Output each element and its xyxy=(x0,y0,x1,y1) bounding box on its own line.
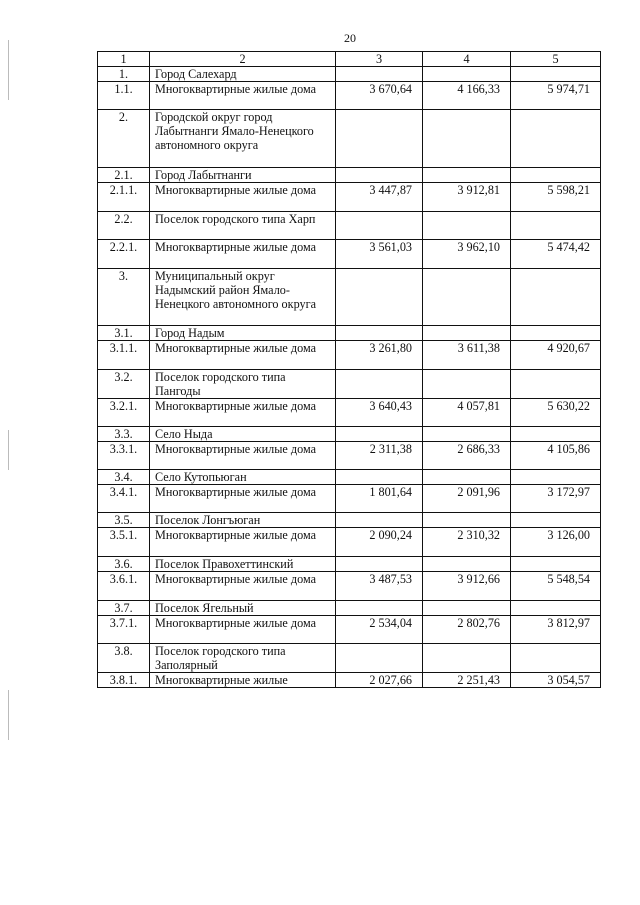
value-col4-cell: 4 057,81 xyxy=(423,399,511,427)
value-col3-cell xyxy=(336,212,423,240)
row-number-cell: 3.8. xyxy=(98,644,150,673)
value-col3-cell xyxy=(336,370,423,399)
row-name-cell: Многоквартирные жилые дома xyxy=(150,442,336,470)
value-col3-cell xyxy=(336,326,423,341)
value-col5-cell: 3 054,57 xyxy=(511,673,601,688)
table-row xyxy=(98,644,601,673)
value-col5-cell: 5 598,21 xyxy=(511,183,601,212)
row-name-cell: Многоквартирные жилые дома xyxy=(150,485,336,513)
row-name-cell: Многоквартирные жилые дома xyxy=(150,183,336,212)
value-col3-cell xyxy=(336,110,423,168)
value-col3-cell: 3 670,64 xyxy=(336,82,423,110)
row-name-cell: Многоквартирные жилые дома xyxy=(150,240,336,269)
value-col4-cell xyxy=(423,470,511,485)
value-col5-cell xyxy=(511,168,601,183)
row-number-cell: 2. xyxy=(98,110,150,168)
row-number-cell: 1.1. xyxy=(98,82,150,110)
value-col3-cell: 2 534,04 xyxy=(336,616,423,644)
row-name-cell: Многоквартирные жилые дома xyxy=(150,528,336,557)
row-name-cell: Многоквартирные жилые xyxy=(150,673,336,688)
page-number: 20 xyxy=(344,31,356,45)
scan-mark xyxy=(8,430,9,470)
table-row xyxy=(98,427,601,442)
row-name-cell: Поселок Лонгъюган xyxy=(150,513,336,528)
value-col4-cell: 2 091,96 xyxy=(423,485,511,513)
row-number-cell: 3.1.1. xyxy=(98,341,150,370)
table-row xyxy=(98,601,601,616)
row-number-cell: 2.2.1. xyxy=(98,240,150,269)
row-name-cell: Многоквартирные жилые дома xyxy=(150,341,336,370)
value-col5-cell xyxy=(511,212,601,240)
row-number-cell: 3.7. xyxy=(98,601,150,616)
table-row xyxy=(98,673,601,688)
table-row xyxy=(98,616,601,644)
row-name-cell: Поселок Ягельный xyxy=(150,601,336,616)
value-col4-cell xyxy=(423,67,511,82)
table-row xyxy=(98,341,601,370)
row-number-cell: 3.4.1. xyxy=(98,485,150,513)
table-row xyxy=(98,168,601,183)
value-col3-cell: 2 090,24 xyxy=(336,528,423,557)
row-name-cell: Село Ныда xyxy=(150,427,336,442)
column-header-1: 1 xyxy=(98,52,150,67)
value-col4-cell xyxy=(423,513,511,528)
row-name-cell: Поселок городского типа Заполярный xyxy=(150,644,336,673)
value-col3-cell: 3 261,80 xyxy=(336,341,423,370)
table-row xyxy=(98,557,601,572)
value-col3-cell: 1 801,64 xyxy=(336,485,423,513)
value-col5-cell xyxy=(511,326,601,341)
value-col5-cell xyxy=(511,110,601,168)
row-name-cell: Поселок городского типа Пангоды xyxy=(150,370,336,399)
value-col5-cell: 5 548,54 xyxy=(511,572,601,601)
header-row xyxy=(98,52,601,67)
row-number-cell: 3.3. xyxy=(98,427,150,442)
value-col5-cell: 4 105,86 xyxy=(511,442,601,470)
table-header xyxy=(98,52,601,67)
table-row xyxy=(98,370,601,399)
row-number-cell: 3.5. xyxy=(98,513,150,528)
value-col4-cell xyxy=(423,269,511,326)
row-number-cell: 2.2. xyxy=(98,212,150,240)
table-body xyxy=(98,67,601,688)
row-number-cell: 3.8.1. xyxy=(98,673,150,688)
row-name-cell: Село Кутопьюган xyxy=(150,470,336,485)
value-col5-cell xyxy=(511,557,601,572)
row-name-cell: Многоквартирные жилые дома xyxy=(150,399,336,427)
value-col3-cell xyxy=(336,168,423,183)
table-row xyxy=(98,470,601,485)
value-col3-cell: 3 487,53 xyxy=(336,572,423,601)
row-name-cell: Город Салехард xyxy=(150,67,336,82)
row-number-cell: 3.3.1. xyxy=(98,442,150,470)
scan-mark xyxy=(8,40,9,100)
table-row xyxy=(98,572,601,601)
column-header-5: 5 xyxy=(511,52,601,67)
row-number-cell: 2.1. xyxy=(98,168,150,183)
value-col4-cell: 2 251,43 xyxy=(423,673,511,688)
value-col3-cell xyxy=(336,470,423,485)
column-header-2: 2 xyxy=(150,52,336,67)
value-col5-cell: 4 920,67 xyxy=(511,341,601,370)
value-col5-cell xyxy=(511,513,601,528)
value-col3-cell xyxy=(336,269,423,326)
table-row xyxy=(98,326,601,341)
column-header-4: 4 xyxy=(423,52,511,67)
value-col3-cell xyxy=(336,427,423,442)
table-row xyxy=(98,528,601,557)
value-col4-cell: 3 912,81 xyxy=(423,183,511,212)
row-number-cell: 3.1. xyxy=(98,326,150,341)
value-col4-cell xyxy=(423,326,511,341)
value-col3-cell: 3 447,87 xyxy=(336,183,423,212)
table-row xyxy=(98,269,601,326)
value-col5-cell xyxy=(511,370,601,399)
value-col5-cell: 5 974,71 xyxy=(511,82,601,110)
column-header-3: 3 xyxy=(336,52,423,67)
row-name-cell: Поселок городского типа Харп xyxy=(150,212,336,240)
row-name-cell: Многоквартирные жилые дома xyxy=(150,572,336,601)
row-name-cell: Город Лабытнанги xyxy=(150,168,336,183)
table-row xyxy=(98,67,601,82)
value-col5-cell: 3 172,97 xyxy=(511,485,601,513)
row-name-cell: Поселок Правохеттинский xyxy=(150,557,336,572)
table-row xyxy=(98,183,601,212)
value-col4-cell: 3 611,38 xyxy=(423,341,511,370)
row-number-cell: 3.2. xyxy=(98,370,150,399)
row-number-cell: 3.2.1. xyxy=(98,399,150,427)
row-name-cell: Многоквартирные жилые дома xyxy=(150,82,336,110)
table-row xyxy=(98,82,601,110)
row-number-cell: 1. xyxy=(98,67,150,82)
value-col3-cell: 2 311,38 xyxy=(336,442,423,470)
value-col3-cell: 3 561,03 xyxy=(336,240,423,269)
value-col3-cell xyxy=(336,67,423,82)
value-col5-cell: 5 474,42 xyxy=(511,240,601,269)
table-row xyxy=(98,399,601,427)
row-number-cell: 3.5.1. xyxy=(98,528,150,557)
value-col5-cell xyxy=(511,427,601,442)
table-row xyxy=(98,513,601,528)
row-number-cell: 2.1.1. xyxy=(98,183,150,212)
table-row xyxy=(98,442,601,470)
value-col5-cell: 5 630,22 xyxy=(511,399,601,427)
value-col4-cell xyxy=(423,168,511,183)
value-col3-cell xyxy=(336,601,423,616)
value-col4-cell xyxy=(423,427,511,442)
row-number-cell: 3. xyxy=(98,269,150,326)
value-col4-cell xyxy=(423,557,511,572)
value-col3-cell xyxy=(336,644,423,673)
value-col3-cell xyxy=(336,557,423,572)
value-col5-cell xyxy=(511,67,601,82)
value-col5-cell xyxy=(511,601,601,616)
table-row xyxy=(98,110,601,168)
value-col5-cell: 3 126,00 xyxy=(511,528,601,557)
scan-mark xyxy=(8,690,9,740)
value-col4-cell xyxy=(423,370,511,399)
value-col4-cell: 4 166,33 xyxy=(423,82,511,110)
value-col5-cell: 3 812,97 xyxy=(511,616,601,644)
table-row xyxy=(98,485,601,513)
value-col4-cell: 3 962,10 xyxy=(423,240,511,269)
row-name-cell: Город Надым xyxy=(150,326,336,341)
row-number-cell: 3.4. xyxy=(98,470,150,485)
table-row xyxy=(98,240,601,269)
value-col5-cell xyxy=(511,269,601,326)
value-col4-cell: 2 686,33 xyxy=(423,442,511,470)
value-col4-cell: 2 310,32 xyxy=(423,528,511,557)
value-col3-cell: 2 027,66 xyxy=(336,673,423,688)
value-col4-cell xyxy=(423,110,511,168)
row-number-cell: 3.6.1. xyxy=(98,572,150,601)
value-col3-cell: 3 640,43 xyxy=(336,399,423,427)
value-col3-cell xyxy=(336,513,423,528)
value-col5-cell xyxy=(511,470,601,485)
tariff-table xyxy=(97,51,601,688)
value-col4-cell: 3 912,66 xyxy=(423,572,511,601)
value-col4-cell xyxy=(423,644,511,673)
value-col5-cell xyxy=(511,644,601,673)
row-number-cell: 3.6. xyxy=(98,557,150,572)
row-name-cell: Городской округ город Лабытнанги Ямало-Ненецкого автономного округа xyxy=(150,110,336,168)
row-name-cell: Муниципальный округ Надымский район Ямало-Ненецкого автономного округа xyxy=(150,269,336,326)
table-row xyxy=(98,212,601,240)
value-col4-cell xyxy=(423,212,511,240)
value-col4-cell xyxy=(423,601,511,616)
value-col4-cell: 2 802,76 xyxy=(423,616,511,644)
row-number-cell: 3.7.1. xyxy=(98,616,150,644)
row-name-cell: Многоквартирные жилые дома xyxy=(150,616,336,644)
